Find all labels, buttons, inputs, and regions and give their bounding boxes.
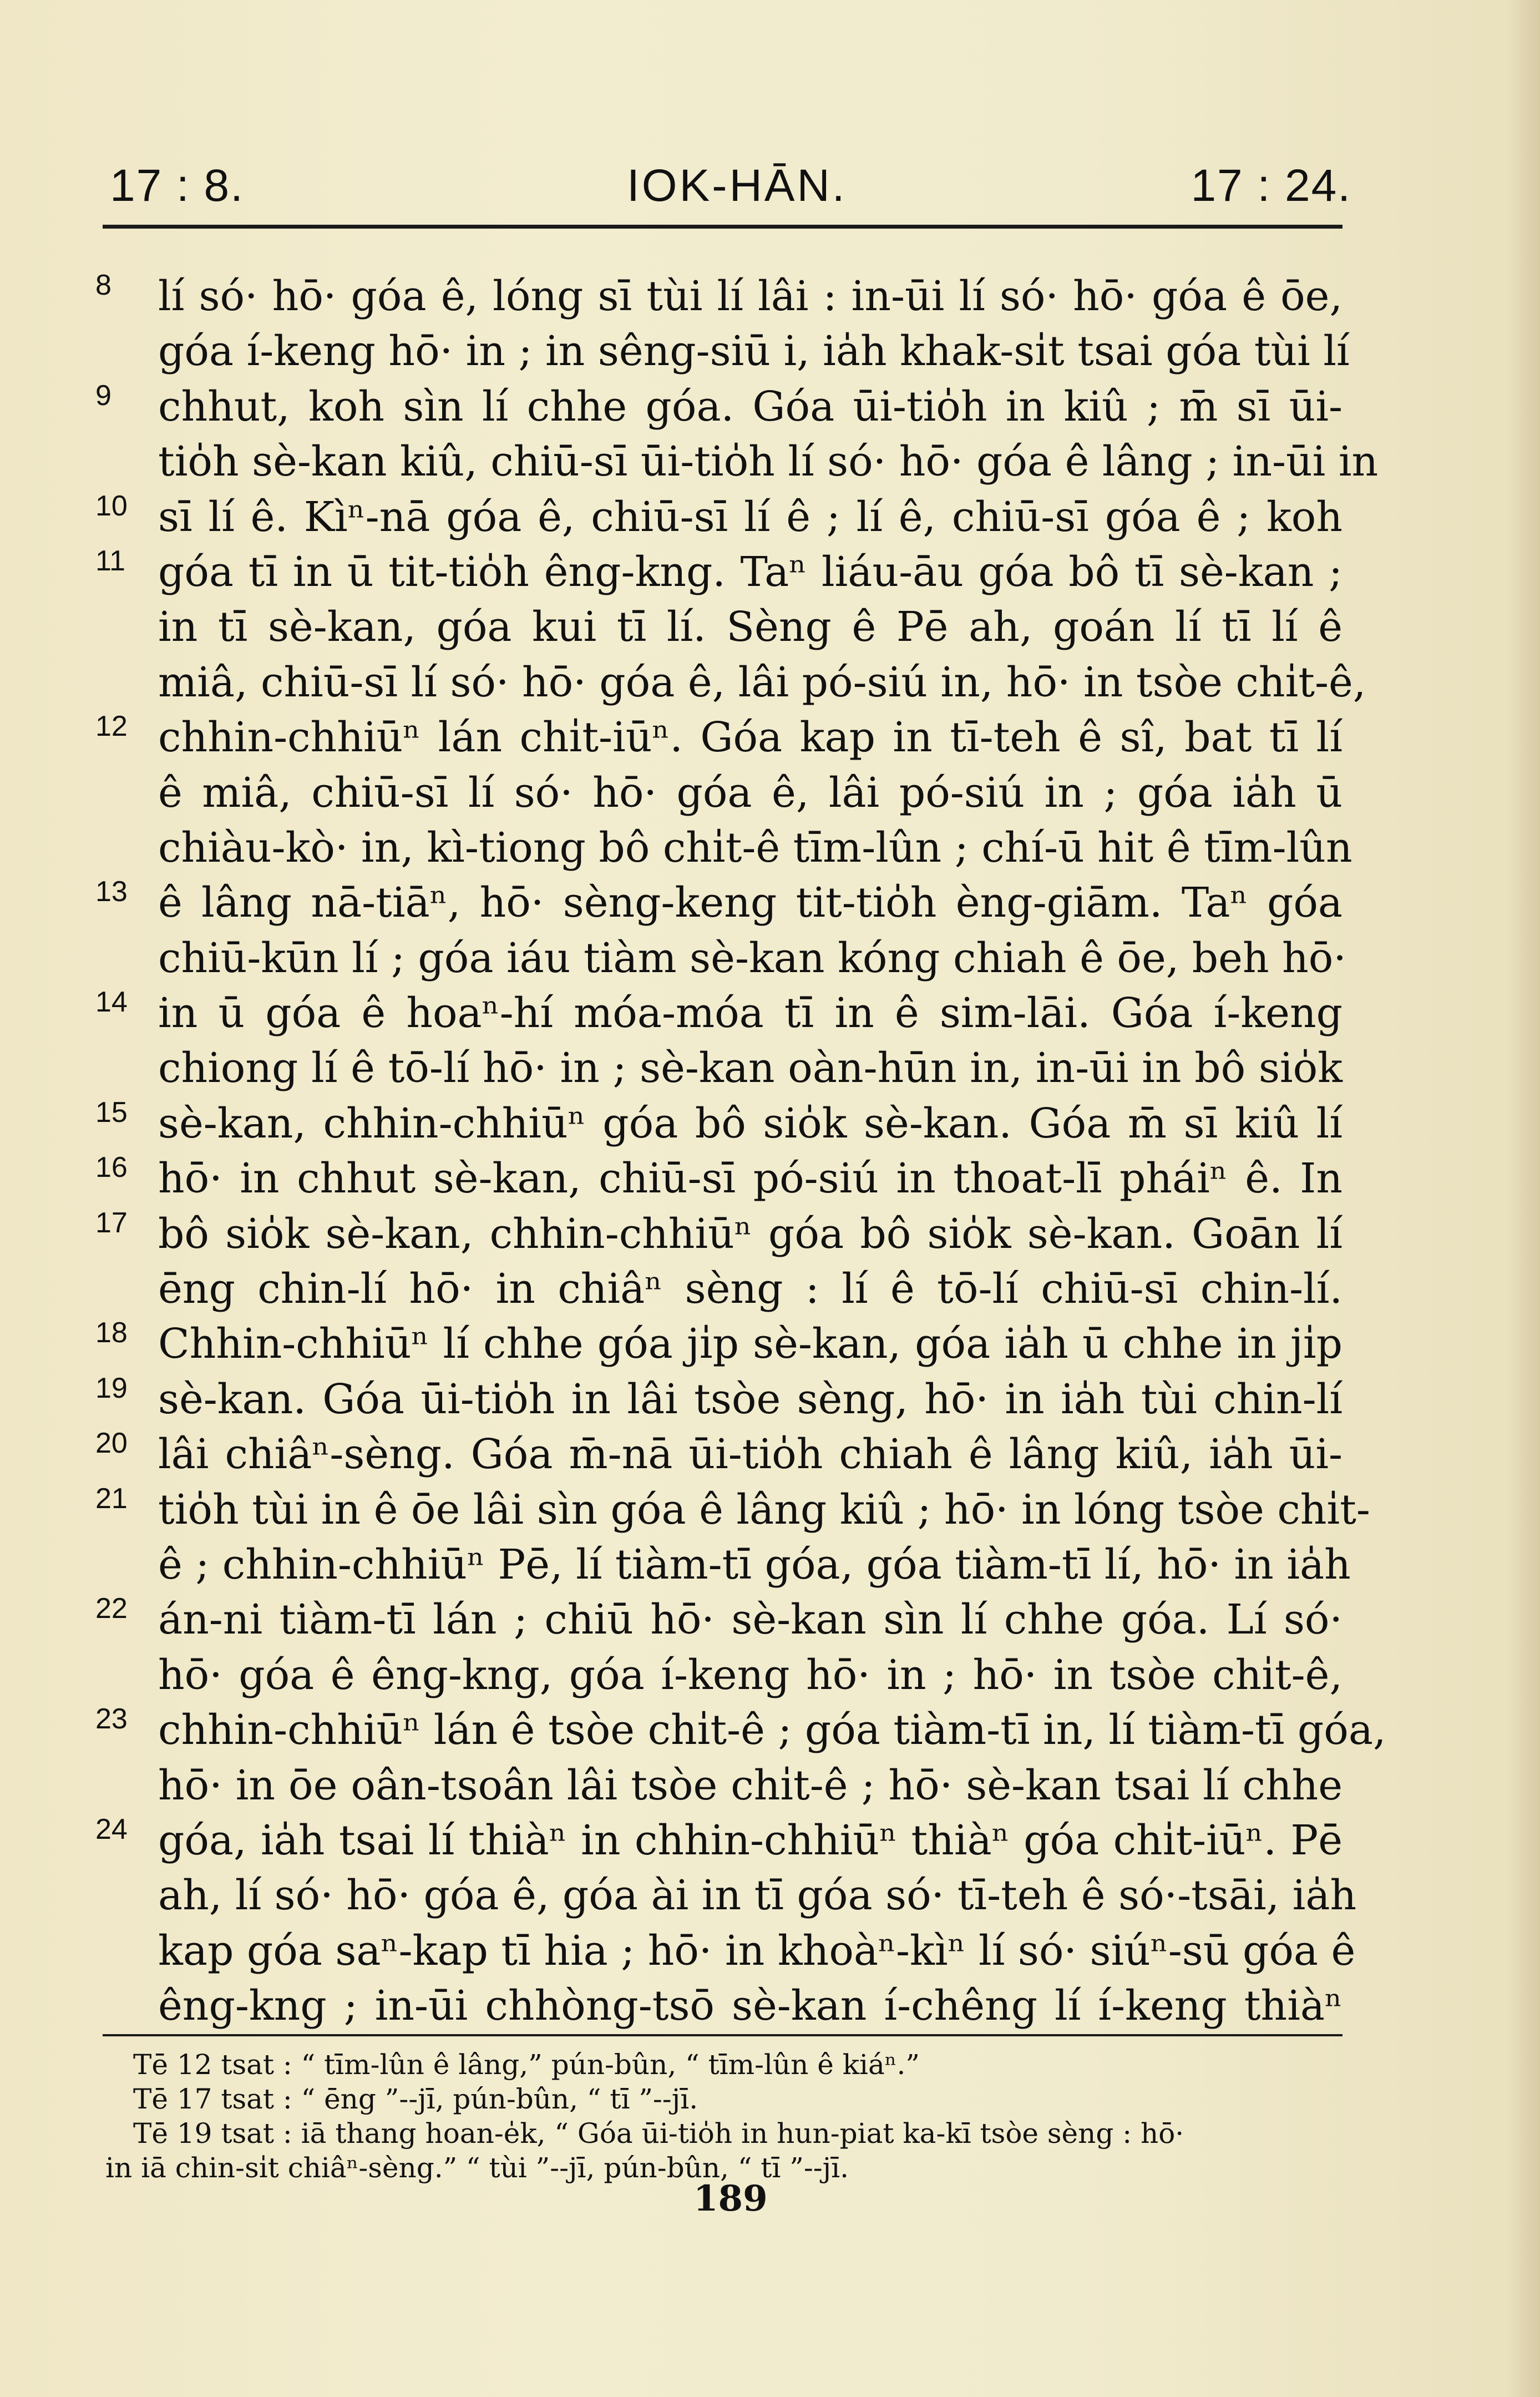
text-line: hō· in ōe oân-tsoân lâi tsòe chi̍t-ê ; hō· sè-kan tsai lí chhe: [158, 1761, 1343, 1809]
verse-number: 11: [95, 544, 125, 577]
footnote-continuation: in iā chin-si̍t chiâⁿ-sèng.” “ tùi ”--jī, pún-bûn, “ tī ”--jī.: [105, 2152, 849, 2184]
text-line: góa í-keng hō· in ; in sêng-siū i, ia̍h khak-si̍t tsai góa tùi lí: [158, 327, 1350, 376]
text-line: in tī sè-kan, góa kui tī lí. Sèng ê Pē ah, goán lí tī lí ê: [158, 603, 1343, 651]
text-line: êng-kng ; in-ūi chhòng-tsō sè-kan í-chêng lí í-keng thiàⁿ: [158, 1982, 1343, 2030]
verse-number: 17: [95, 1206, 128, 1239]
verse-number: 21: [95, 1482, 128, 1515]
text-line: 16 hō· in chhut sè-kan, chiū-sī pó-siú in thoat-lī pháiⁿ ê. In: [116, 1151, 1370, 1206]
text-line: chiū-kūn lí ; góa iáu tiàm sè-kan kóng chiah ê ōe, beh hō·: [158, 934, 1346, 982]
text-line: 23 chhin-chhiūⁿ lán ê tsòe chi̍t-ê ; góa tiàm-tī in, lí tiàm-tī góa,: [116, 1703, 1370, 1758]
text-line: 8 lí só· hō· góa ê, lóng sī tùi lí lâi : in-ūi lí só· hō· góa ê ōe,: [116, 269, 1370, 324]
verse-number: 18: [95, 1317, 128, 1349]
text-line: 15 sè-kan, chhin-chhiūⁿ góa bô sio̍k sè-kan. Góa m̄ sī kiû lí: [116, 1096, 1370, 1151]
verse-number: 16: [95, 1151, 128, 1184]
page-edge-shading: [1507, 0, 1540, 2397]
text-line: 17 bô sio̍k sè-kan, chhin-chhiūⁿ góa bô sio̍k sè-kan. Goān lí: [116, 1207, 1370, 1262]
verse-number: 12: [95, 710, 128, 743]
text-line: 14 in ū góa ê hoaⁿ-hí móa-móa tī in ê sim-lāi. Góa í-keng: [116, 986, 1370, 1041]
text-line: 19 sè-kan. Góa ūi-tio̍h in lâi tsòe sèng, hō· in ia̍h tùi chin-lí: [116, 1372, 1370, 1427]
footnote: Tē 17 tsat : “ ēng ”--jī, pún-bûn, “ tī ”--jī.: [133, 2083, 698, 2115]
footnote: Tē 19 tsat : iā thang hoan-e̍k, “ Góa ūi-tio̍h in hun-piat ka-kī tsòe sèng : hō·: [133, 2117, 1184, 2150]
book-title: IOK-HĀN.: [627, 160, 847, 211]
text-line: ēng chin-lí hō· in chiâⁿ sèng : lí ê tō-lí chiū-sī chin-lí.: [158, 1265, 1343, 1313]
verse-number: 22: [95, 1592, 128, 1625]
text-line: 12 chhin-chhiūⁿ lán chi̍t-iūⁿ. Góa kap in tī-teh ê sî, bat tī lí: [116, 710, 1370, 765]
text-line: 10 sī lí ê. Kìⁿ-nā góa ê, chiū-sī lí ê ; lí ê, chiū-sī góa ê ; koh: [116, 490, 1370, 545]
footnote: Tē 12 tsat : “ tīm-lûn ê lâng,” pún-bûn, “ tīm-lûn ê kiáⁿ.”: [133, 2049, 920, 2081]
text-line: 11 góa tī in ū tit-tio̍h êng-kng. Taⁿ liáu-āu góa bô tī sè-kan ;: [116, 545, 1370, 600]
text-line: kap góa saⁿ-kap tī hia ; hō· in khoàⁿ-kìⁿ lí só· siúⁿ-sū góa ê: [158, 1926, 1356, 1975]
scripture-text: [95, 269, 1386, 2034]
page-number: 189: [693, 2178, 768, 2219]
text-line: ah, lí só· hō· góa ê, góa ài in tī góa só· tī-teh ê só·-tsāi, ia̍h: [158, 1872, 1357, 1920]
verse-number: 13: [95, 876, 128, 908]
verse-number: 14: [95, 986, 128, 1019]
text-line: ê ; chhin-chhiūⁿ Pē, lí tiàm-tī góa, góa tiàm-tī lí, hō· in ia̍h: [158, 1540, 1351, 1589]
text-line: 13 ê lâng nā-tiāⁿ, hō· sèng-keng tit-tio̍h èng-giām. Taⁿ góa: [116, 876, 1370, 931]
verse-number: 20: [95, 1427, 128, 1460]
verse-number: 23: [95, 1703, 128, 1736]
text-line: 20 lâi chiâⁿ-sèng. Góa m̄-nā ūi-tio̍h chiah ê lâng kiû, ia̍h ūi-: [116, 1427, 1370, 1482]
text-line: chiàu-kò· in, kì-tiong bô chi̍t-ê tīm-lûn ; chí-ū hit ê tīm-lûn: [158, 823, 1352, 872]
text-line: 9 chhut, koh sìn lí chhe góa. Góa ūi-tio̍h in kiû ; m̄ sī ūi-: [116, 380, 1370, 434]
text-line: ê miâ, chiū-sī lí só· hō· góa ê, lâi pó-siú in ; góa ia̍h ū: [158, 768, 1343, 817]
text-line: 24 góa, ia̍h tsai lí thiàⁿ in chhin-chhiūⁿ thiàⁿ góa chi̍t-iūⁿ. Pē: [116, 1813, 1370, 1868]
chapter-verse-end: 17 : 24.: [1191, 160, 1351, 211]
header-rule: [103, 225, 1343, 229]
text-line: tio̍h sè-kan kiû, chiū-sī ūi-tio̍h lí só· hō· góa ê lâng ; in-ūi in: [158, 438, 1379, 486]
verse-number: 9: [95, 379, 112, 412]
text-line: chiong lí ê tō-lí hō· in ; sè-kan oàn-hūn in, in-ūi in bô sio̍k: [158, 1044, 1343, 1093]
verse-number: 10: [95, 489, 128, 522]
chapter-verse-start: 17 : 8.: [110, 160, 244, 211]
text-line: 18 Chhin-chhiūⁿ lí chhe góa ji̍p sè-kan, góa ia̍h ū chhe in ji̍p: [116, 1317, 1370, 1372]
verse-number: 19: [95, 1372, 128, 1404]
verse-number: 24: [95, 1813, 128, 1845]
footnotes: [105, 2047, 1354, 2185]
text-line: 21 tio̍h tùi in ê ōe lâi sìn góa ê lâng kiû ; hō· in lóng tsòe chi̍t-: [116, 1483, 1370, 1538]
text-line: miâ, chiū-sī lí só· hō· góa ê, lâi pó-siú in, hō· in tsòe chi̍t-ê,: [158, 658, 1366, 706]
footnote-rule: [103, 2034, 1343, 2036]
text-line: 22 án-ni tiàm-tī lán ; chiū hō· sè-kan sìn lí chhe góa. Lí só·: [116, 1592, 1370, 1647]
verse-number: 15: [95, 1096, 128, 1129]
verse-number: 8: [95, 269, 112, 301]
text-line: hō· góa ê êng-kng, góa í-keng hō· in ; hō· in tsòe chi̍t-ê,: [158, 1651, 1343, 1699]
